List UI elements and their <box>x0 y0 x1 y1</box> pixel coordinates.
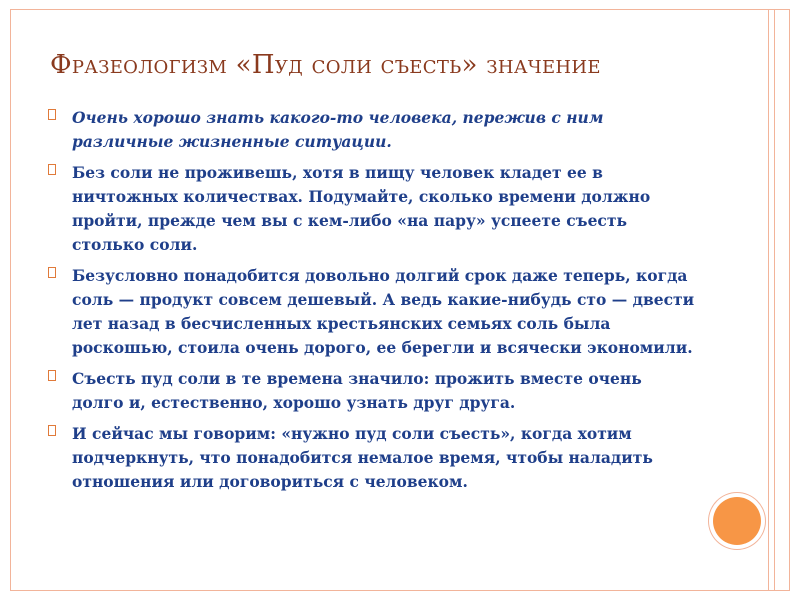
decorative-rule <box>768 9 769 591</box>
square-bullet-icon <box>48 164 56 175</box>
list-item <box>48 422 698 494</box>
square-bullet-icon <box>48 267 56 278</box>
decorative-rule <box>774 9 775 591</box>
list-item-text: Съесть пуд соли в те времена значило: прожить вместе очень долго и, естественно, хорошо узнать друг друга. <box>72 369 642 412</box>
square-bullet-icon <box>48 425 56 436</box>
decorative-circle <box>713 497 761 545</box>
list-item-text: И сейчас мы говорим: «нужно пуд соли съесть», когда хотим подчеркнуть, что понадобится немалое время, чтобы наладить отношения или договориться с человеком. <box>72 424 653 491</box>
list-item-text: Без соли не проживешь, хотя в пищу человек кладет ее в ничтожных количествах. Подумайте, сколько времени должно пройти, прежде чем вы с кем-либо «на пару» успеете съесть столько соли. <box>72 163 651 254</box>
list-item <box>48 367 698 415</box>
list-item <box>48 161 698 257</box>
slide-title: Фразеологизм «Пуд соли съесть» значение <box>50 50 601 80</box>
list-item <box>48 264 698 360</box>
bullet-list <box>48 106 698 501</box>
list-item-text: Безусловно понадобится довольно долгий срок даже теперь, когда соль — продукт совсем дешевый. А ведь какие-нибудь сто — двести лет назад в бесчисленных крестьянских семьях соль была роскошью, стоила очень дорого, ее берегли и всячески экономили. <box>72 266 695 357</box>
list-item-text: Очень хорошо знать какого-то человека, пережив с ним различные жизненные ситуации. <box>72 108 604 151</box>
square-bullet-icon <box>48 109 56 120</box>
square-bullet-icon <box>48 370 56 381</box>
list-item <box>48 106 698 154</box>
